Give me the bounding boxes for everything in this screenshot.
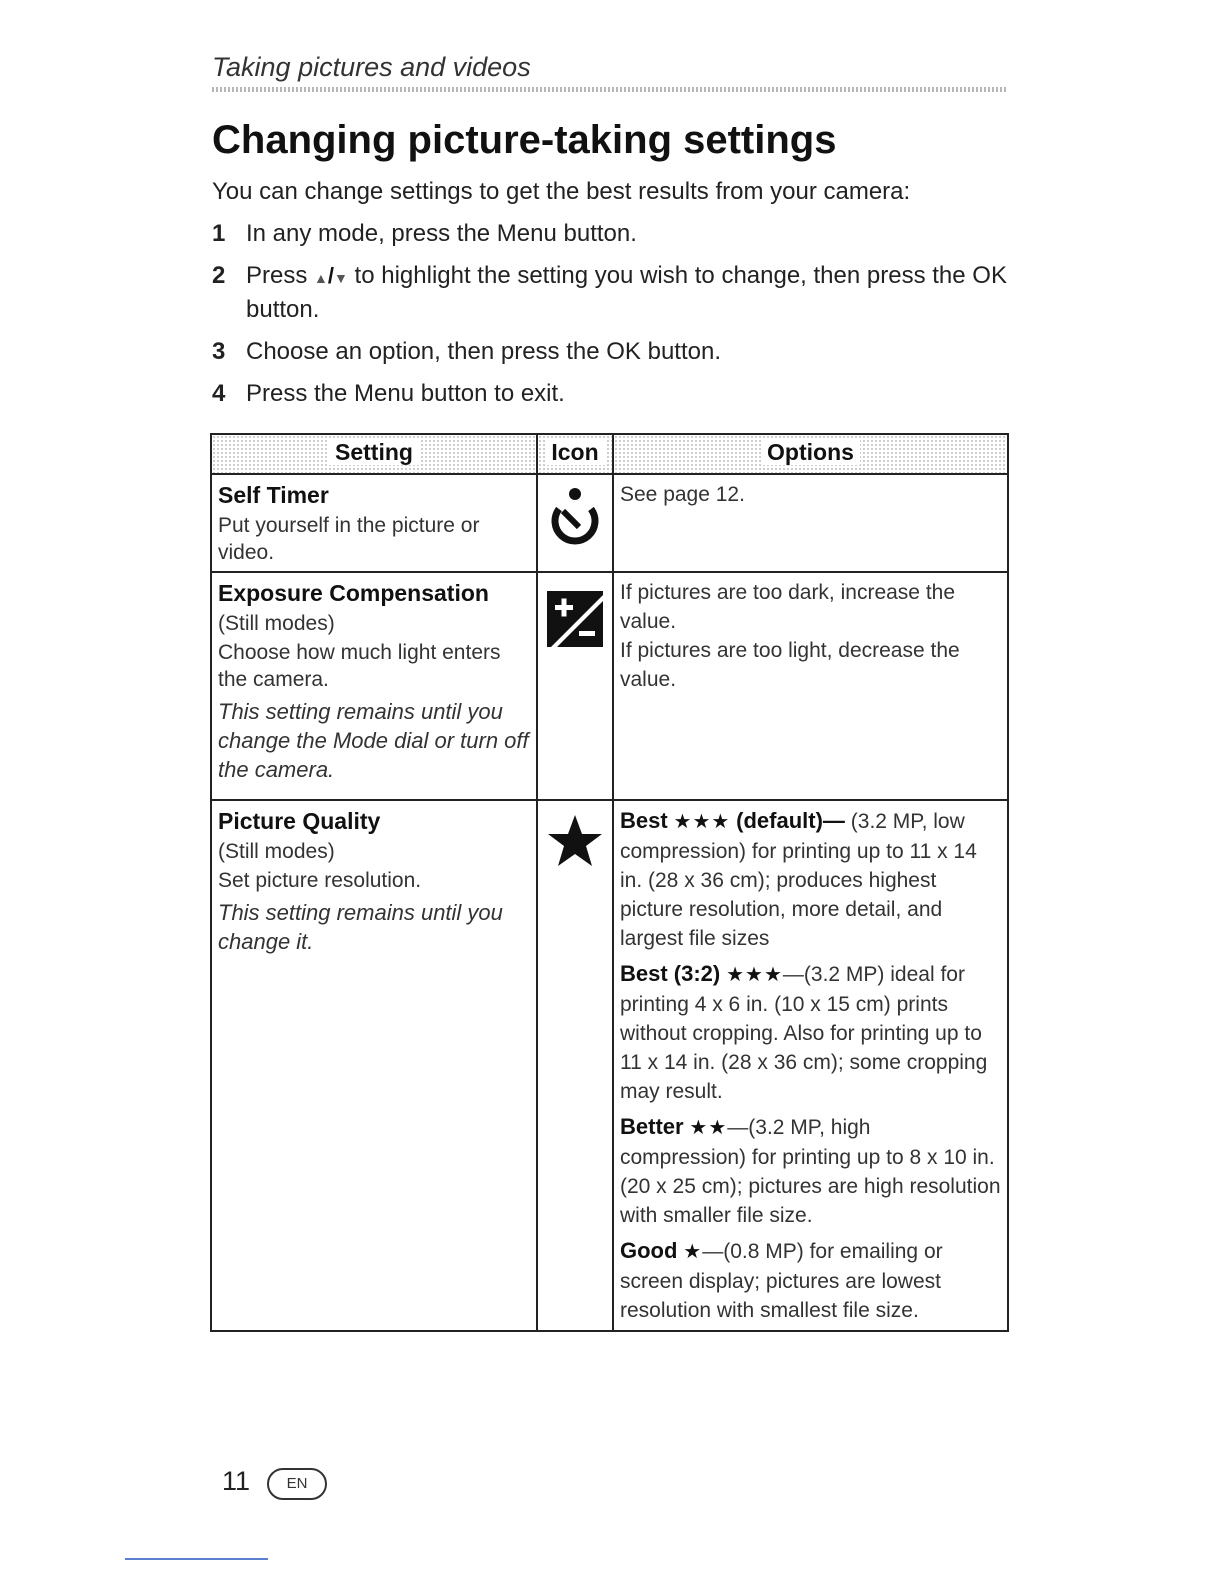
setting-title: Exposure Compensation [218, 580, 489, 606]
options-cell [613, 572, 1008, 800]
star-rating-icon: ★★★ [673, 811, 731, 833]
step-1 [212, 218, 1012, 250]
table-row [211, 572, 1008, 800]
step-number: 2 [212, 262, 226, 289]
option-description: (3.2 MP, low compression) for printing up to 11 x 14 in. (28 x 36 cm); produces highest picture resolution, more detail, and largest file sizes [620, 810, 977, 950]
page-number: 11 [222, 1466, 251, 1496]
option-description: —(0.8 MP) for emailing or screen display; pictures are lowest resolution with smallest file size. [620, 1240, 943, 1322]
star-rating-icon: ★★★ [726, 964, 783, 986]
settings-table [210, 433, 1009, 1332]
language-badge: EN [267, 1468, 327, 1500]
steps-list [212, 218, 1012, 420]
intro-text: You can change settings to get the best results from your camera: [212, 178, 911, 205]
header-setting: Setting [211, 434, 537, 474]
step-text [246, 260, 1012, 326]
option-suffix: (default)— [736, 808, 845, 833]
step-press-word: Press [246, 262, 308, 289]
setting-desc: Choose how much light enters the camera. [218, 641, 501, 691]
option-description: —(3.2 MP) ideal for printing 4 x 6 in. (10 x 15 cm) prints without cropping. Also for printing up to 11 x 14 in. (28 x 36 cm); some cropping may result. [620, 963, 988, 1103]
setting-title: Picture Quality [218, 808, 381, 834]
option-label: Best [620, 808, 668, 833]
quality-option-better [620, 1112, 1001, 1230]
option-label: Good [620, 1238, 678, 1263]
running-head: Taking pictures and videos [212, 52, 531, 82]
self-timer-icon [549, 487, 601, 549]
setting-note: This setting remains until you change the Mode dial or turn off the camera. [218, 699, 529, 782]
exposure-compensation-icon [547, 591, 603, 647]
options-cell [613, 800, 1008, 1331]
step-number: 3 [212, 338, 226, 365]
star-icon [547, 813, 603, 869]
option-label: Best (3:2) [620, 961, 721, 986]
step-text: Press the Menu button to exit. [246, 380, 565, 407]
quality-option-best-3-2 [620, 959, 1001, 1106]
option-text: If pictures are too dark, increase the value. [620, 581, 956, 633]
option-text: If pictures are too light, decrease the value. [620, 639, 960, 691]
setting-desc: Put yourself in the picture or video. [218, 514, 480, 564]
step-2 [212, 260, 1012, 326]
header-options: Options [613, 434, 1008, 474]
icon-cell [537, 572, 613, 800]
page-title: Changing picture-taking settings [212, 118, 837, 162]
step-text: In any mode, press the Menu button. [246, 220, 637, 247]
star-rating-icon: ★ [683, 1241, 703, 1263]
table-row [211, 474, 1008, 572]
options-cell [613, 474, 1008, 572]
option-label: Better [620, 1114, 684, 1139]
step-number: 1 [212, 220, 226, 247]
quality-option-best [620, 806, 1001, 953]
icon-cell [537, 800, 613, 1331]
setting-mode: (Still modes) [218, 612, 335, 635]
setting-cell [211, 800, 537, 1331]
bottom-rule [125, 1558, 268, 1560]
up-down-arrow-icon: ▲/▼ [314, 263, 348, 288]
setting-cell [211, 572, 537, 800]
quality-option-good [620, 1236, 1001, 1325]
table-header-row [211, 434, 1008, 474]
setting-desc: Set picture resolution. [218, 869, 422, 892]
step-4 [212, 378, 1012, 410]
step-text: Choose an option, then press the OK button. [246, 338, 721, 365]
setting-mode: (Still modes) [218, 840, 335, 863]
table-row [211, 800, 1008, 1331]
header-rule [212, 87, 1008, 92]
setting-note: This setting remains until you change it. [218, 900, 503, 954]
step-3 [212, 336, 1012, 368]
step-number: 4 [212, 380, 226, 407]
step-press-text: to highlight the setting you wish to change, then press the OK button. [246, 262, 1007, 323]
header-icon: Icon [537, 434, 613, 474]
setting-cell [211, 474, 537, 572]
icon-cell [537, 474, 613, 572]
setting-title: Self Timer [218, 482, 329, 508]
option-text: See page 12. [620, 483, 745, 506]
star-rating-icon: ★★ [689, 1117, 728, 1139]
option-description: —(3.2 MP, high compression) for printing up to 8 x 10 in. (20 x 25 cm); pictures are high resolution with smaller file size. [620, 1116, 1001, 1227]
